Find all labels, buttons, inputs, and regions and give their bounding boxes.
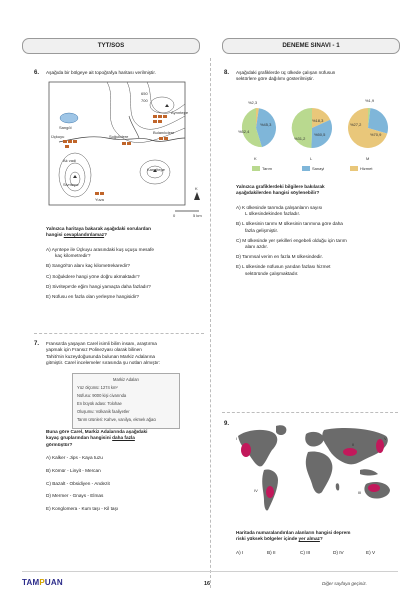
q7-box-title: Markiz Adaları xyxy=(113,377,139,382)
pie-l-slice-agri xyxy=(292,108,312,148)
pie-k-label-1: %2,3 xyxy=(248,100,258,105)
pie-m-label-3: %70,9 xyxy=(370,132,382,137)
pie-l-label-1: %18,3 xyxy=(312,118,324,123)
header-left-pill: TYT/SOS xyxy=(22,38,200,54)
q9-options xyxy=(236,550,400,556)
q7-option-d[interactable]: D) Mermer - Gnays - Elmas xyxy=(46,493,104,499)
q6-prompt-a: Yalnızca haritaya bakarak aşağıdaki sorulardan xyxy=(46,226,152,231)
q7-box-l4: Oluşumu: Volkanik faaliyetler xyxy=(77,409,130,414)
q6-option-e[interactable]: E) Nüfusu en fazla olan yerleşme hangisidir? xyxy=(46,294,140,300)
pie-l-name: L xyxy=(310,156,313,161)
q9-prompt: Haritada numaralandırılan alanların hangisi deprem riski yüksek bölgeler içinde yer almaz? xyxy=(236,530,351,542)
q8-pie-charts xyxy=(226,90,398,174)
map-label-ayrintepe: Ayrıntepe xyxy=(171,110,189,115)
page-number: 16 xyxy=(204,581,211,587)
map-label-bulanikdere: Bulanıkdere xyxy=(153,130,175,135)
map-label-650: 650 xyxy=(141,91,148,96)
q7-stem: Fransa'da yaşayan Carel isimli bilim insanı, araştırma yapmak için Fransız Polinezyası olarak bilinen Tahiti'nin kuzeydoğusunda bulunan Markiz Adalarına gitmiştir. Carel incelemeler sırasında şu notları almıştır: xyxy=(46,341,161,365)
q9-option-c[interactable]: C) III xyxy=(300,550,311,555)
q9-option-a[interactable]: A) I xyxy=(236,550,244,555)
q6-options xyxy=(46,247,206,300)
q8-option-d[interactable]: D) Tarımsal verim en fazla M ülkesindedir. xyxy=(236,254,323,260)
region-iii-label: III xyxy=(358,490,362,495)
q8-option-b[interactable]: B) L ülkesinin tarımı M ülkesinin tarımına göre daha fazla gelişmiştir. xyxy=(236,221,343,233)
q6-prompt xyxy=(46,226,206,239)
map-label-scale5: 5 km xyxy=(193,213,202,217)
q8-option-a[interactable]: A) K ülkesinde tarımda çalışanların sayısı L ülkesindekinden fazladır. xyxy=(236,205,323,217)
q7-box-l2: Nüfusu: 9000 kişi civarında xyxy=(77,393,127,398)
legend-swatch-agri xyxy=(252,166,260,171)
region-v-marker xyxy=(376,439,384,453)
header-right-pill: DENEME SINAVI - 1 xyxy=(222,38,400,54)
pie-k-label-2: %45,3 xyxy=(260,122,272,127)
q7-box-l1: Yüz ölçümü: 1274 km² xyxy=(77,385,118,390)
pie-m xyxy=(348,108,388,148)
q6-option-c[interactable]: C) Soğukdere hangi yöne doğru akmaktadır? xyxy=(46,273,140,279)
q9-option-b[interactable]: B) II xyxy=(267,550,276,555)
legend-label-agri: Tarım xyxy=(262,166,272,171)
next-page-note: Diğer sayfaya geçiniz. xyxy=(322,581,367,586)
footer-logo: TAMPUAN xyxy=(22,578,63,587)
q6-option-a[interactable]: A) Ayrıtepe ile Üçkuyu arasındaki kuş uçuşu mesafe kaç kilometredir? xyxy=(46,247,155,259)
region-ii-label: II xyxy=(352,442,355,447)
q6-option-d[interactable]: D) Sivritepe'de eğim hangi yamaçta daha fazladır? xyxy=(46,283,151,289)
pie-l-label-3: %31,2 xyxy=(294,136,306,141)
q7-option-c[interactable]: C) Bazalt - Obsidiyen - Andezit xyxy=(46,480,110,486)
legend-swatch-service xyxy=(350,166,358,171)
pie-l-label-2: %50,5 xyxy=(314,132,326,137)
map-label-yuva: Yuva xyxy=(95,197,104,202)
map-label-akvadi: Ak vadi xyxy=(63,158,77,163)
pie-m-name: M xyxy=(366,156,370,161)
region-iii-marker xyxy=(368,484,380,492)
pie-k-name: K xyxy=(254,156,257,161)
q9-number: 9. xyxy=(224,421,230,427)
world-landmasses xyxy=(238,425,390,510)
region-i-marker xyxy=(241,443,251,457)
q7-option-e[interactable]: E) Konglomera - Kum taşı - Kil taşı xyxy=(46,506,119,512)
q7-box-l5: Tarım ürünleri: Kahve, vanilya, ekmek ağacı xyxy=(77,417,157,422)
pie-k-label-3: %52,4 xyxy=(238,129,250,134)
q7-info-box xyxy=(72,373,180,429)
q8-stem: Aşağıdaki grafiklerde üç ülkede çalışan nüfusun sektörlere göre dağılımı gösterilmiştir. xyxy=(236,70,336,82)
q7-option-a[interactable]: A) Kalker - Jips - Kaya tuzu xyxy=(46,455,103,460)
q8-option-c[interactable]: C) M ülkesinde yer şekilleri engebeli olduğu için tarım alanı azdır. xyxy=(236,237,347,250)
map-label-sivritepe: Sivritepe xyxy=(63,182,79,187)
region-i-label: I xyxy=(236,436,238,441)
q6-prompt-b: hangisi xyxy=(46,232,64,238)
q9-world-map xyxy=(232,422,400,518)
q8-number: 8. xyxy=(224,70,230,76)
pie-l xyxy=(292,108,332,148)
region-v-label: V xyxy=(384,436,387,441)
q6-option-b[interactable]: B) Sangöl'ün alanı kaç kilometrekaredir? xyxy=(46,263,131,269)
q8-options xyxy=(236,205,401,277)
q6-separator xyxy=(34,333,204,334)
q7-prompt: Buna göre Carel, Markiz Adalarında aşağıdaki kayaç gruplarından hangisini daha fazla görmüştür? xyxy=(46,429,148,447)
q8-separator xyxy=(222,412,398,413)
column-divider xyxy=(210,58,211,588)
map-label-north: K xyxy=(195,186,198,191)
q7-box-l3: En büyük adası: Tolohae xyxy=(77,401,122,406)
q6-topographic-map xyxy=(47,80,205,217)
map-label-kaneltepe: Kaneltepe xyxy=(147,167,166,172)
legend-label-industry: Sanayi xyxy=(312,166,325,171)
q6-prompt-c: cevaplandırılamaz xyxy=(63,232,105,238)
map-label-scale0: 0 xyxy=(173,213,176,217)
q9-option-e[interactable]: E) V xyxy=(366,550,376,555)
north-arrow-icon xyxy=(194,192,200,200)
q7-options xyxy=(46,455,206,512)
map-label-sangol: Sangöl xyxy=(59,125,72,130)
region-iv-label: IV xyxy=(254,488,258,493)
map-label-700: 700 xyxy=(141,98,148,103)
legend-label-service: Hizmet xyxy=(360,166,373,171)
q6-prompt-d: ? xyxy=(104,232,107,238)
map-label-sogukdere: Soğukdere xyxy=(109,134,129,139)
region-ii-marker xyxy=(343,448,357,456)
q6-stem: Aşağıda bir bölgeye ait topoğrafya haritası verilmiştir. xyxy=(46,70,156,75)
q9-option-d[interactable]: D) IV xyxy=(333,550,344,555)
pie-m-label-1: %1,9 xyxy=(365,98,375,103)
footer-line xyxy=(22,571,398,572)
map-label-ucpinar: Üçkuyu xyxy=(51,134,65,139)
pie-m-label-2: %27,2 xyxy=(350,122,362,127)
legend-swatch-industry xyxy=(302,166,310,171)
q7-number: 7. xyxy=(34,341,40,347)
region-iv-marker xyxy=(266,486,274,498)
q6-number: 6. xyxy=(34,70,40,76)
q8-prompt: Yalnızca grafiklerdeki bilgilere bakılarak aşağıdakilerden hangisi söylenebilir? xyxy=(236,184,325,196)
q8-option-e[interactable]: E) L ülkesinde nüfusun yarıdan fazlası hizmet sektöründe çalışmaktadır. xyxy=(236,264,331,276)
q7-option-b[interactable]: B) Kömür - Linyit - Mercan xyxy=(46,467,101,473)
